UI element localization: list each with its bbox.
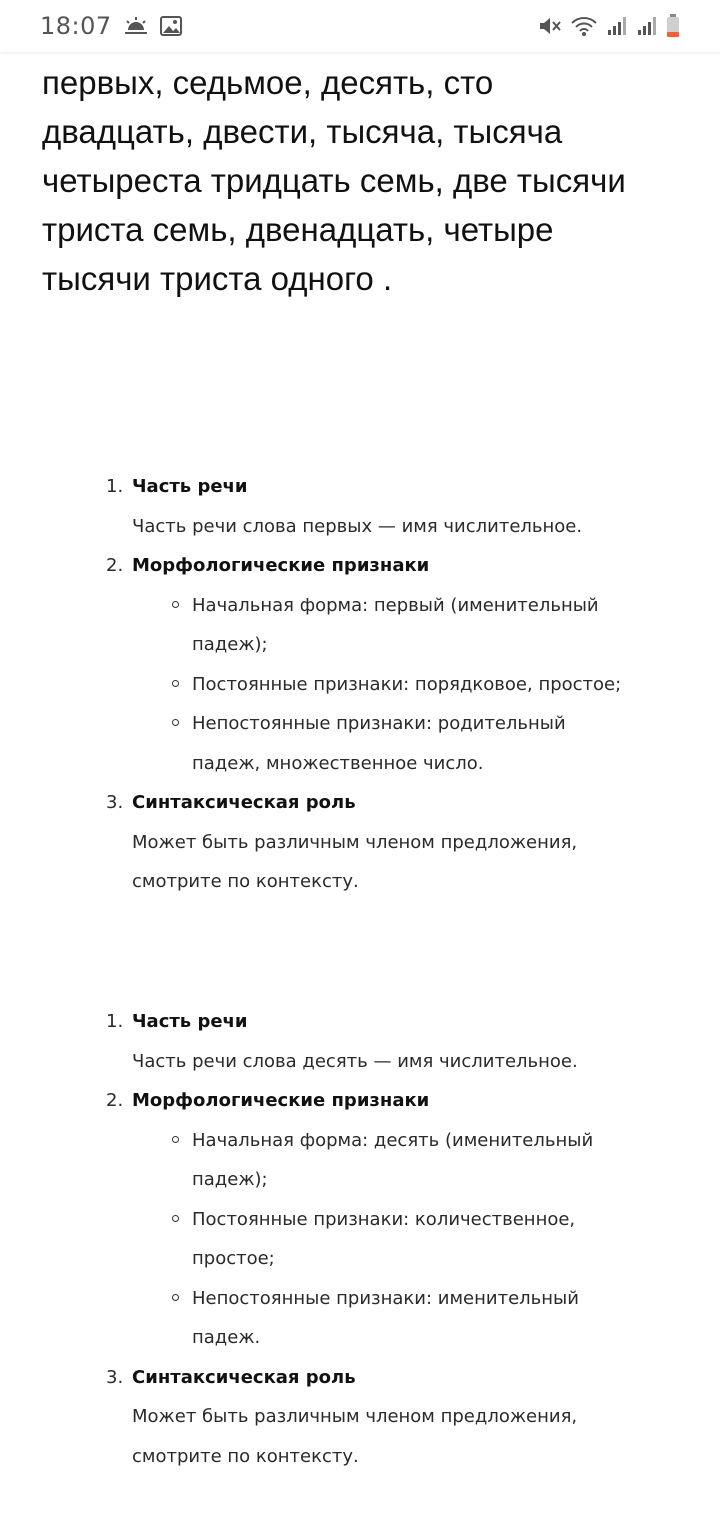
item-number: 1. [106, 476, 124, 497]
wifi-icon [570, 15, 598, 37]
sub-item-text: падеж); [192, 634, 268, 655]
bullet-circle-icon [172, 1294, 179, 1301]
list-item-part-of-speech [106, 467, 706, 507]
sub-item-text: падеж. [192, 1327, 261, 1348]
item-heading: Синтаксическая роль [132, 792, 356, 813]
item-heading: Часть речи [132, 476, 248, 497]
weather-icon [124, 16, 148, 36]
sub-item-constant-features [106, 1200, 706, 1279]
item-description: Может быть различным членом предложения, [132, 831, 578, 853]
sub-item-text: Непостоянные признаки: именительный [192, 1287, 579, 1309]
analysis-card-2 [106, 1002, 706, 1476]
item-description: смотрите по контексту. [132, 1445, 359, 1467]
sub-item-text: Постоянные признаки: порядковое, простое; [192, 673, 622, 695]
item-description: смотрите по контексту. [132, 871, 359, 892]
list-item-morphology [106, 546, 706, 586]
lead-line: первых, седьмое, десять, сто [42, 64, 494, 101]
sub-item-text: падеж); [192, 1169, 268, 1190]
lead-paragraph [42, 58, 702, 303]
lead-line: четыреста тридцать семь, две тысячи [42, 162, 626, 199]
status-bar-right [538, 14, 680, 38]
signal-icon-2 [636, 15, 658, 37]
sub-item-initial-form [106, 586, 706, 665]
lead-line: тысячи триста одного . [42, 260, 393, 297]
sub-item-initial-form [106, 1121, 706, 1200]
analysis-card-1 [106, 467, 706, 902]
lead-line: двадцать, двести, тысяча, тысяча [42, 113, 563, 150]
list-item-part-of-speech [106, 1002, 706, 1042]
sub-item-text: Начальная форма: первый (именительный [192, 594, 599, 616]
item-heading: Часть речи [132, 1011, 248, 1032]
sub-item-variable-features [106, 1279, 706, 1358]
sub-item-text: падеж, множественное число. [192, 752, 484, 774]
sub-item-constant-features [106, 665, 706, 705]
sub-item-text: Постоянные признаки: количественное, [192, 1208, 576, 1230]
gallery-icon [160, 16, 182, 36]
item-number: 1. [106, 1011, 124, 1032]
list-item-morphology [106, 1081, 706, 1121]
status-bar [0, 0, 720, 52]
sub-item-text: Начальная форма: десять (именительный [192, 1129, 594, 1151]
status-time: 18:07 [40, 12, 112, 40]
lead-line: триста семь, двенадцать, четыре [42, 211, 554, 248]
bullet-circle-icon [172, 719, 179, 726]
item-number: 3. [106, 1366, 124, 1388]
bullet-circle-icon [172, 601, 179, 608]
sub-item-text: Непостоянные признаки: родительный [192, 713, 566, 734]
item-description: Может быть различным членом предложения, [132, 1406, 578, 1427]
sub-item-variable-features [106, 704, 706, 783]
item-heading: Морфологические признаки [132, 555, 430, 576]
sub-item-text: простое; [192, 1248, 275, 1269]
item-heading: Морфологические признаки [132, 1090, 430, 1111]
bullet-circle-icon [172, 680, 179, 687]
item-heading: Синтаксическая роль [132, 1366, 356, 1388]
item-number: 2. [106, 555, 124, 576]
signal-icon [606, 15, 628, 37]
item-description: Часть речи слова десять — имя числительное. [132, 1050, 578, 1072]
bullet-circle-icon [172, 1215, 179, 1222]
item-number: 3. [106, 792, 124, 813]
mute-icon [538, 15, 562, 37]
status-bar-left [40, 12, 182, 40]
list-item-syntax-role [106, 783, 706, 823]
item-description: Часть речи слова первых — имя числительное. [132, 515, 583, 537]
item-number: 2. [106, 1090, 124, 1111]
battery-icon [666, 14, 680, 38]
bullet-circle-icon [172, 1136, 179, 1143]
list-item-syntax-role [106, 1358, 706, 1398]
